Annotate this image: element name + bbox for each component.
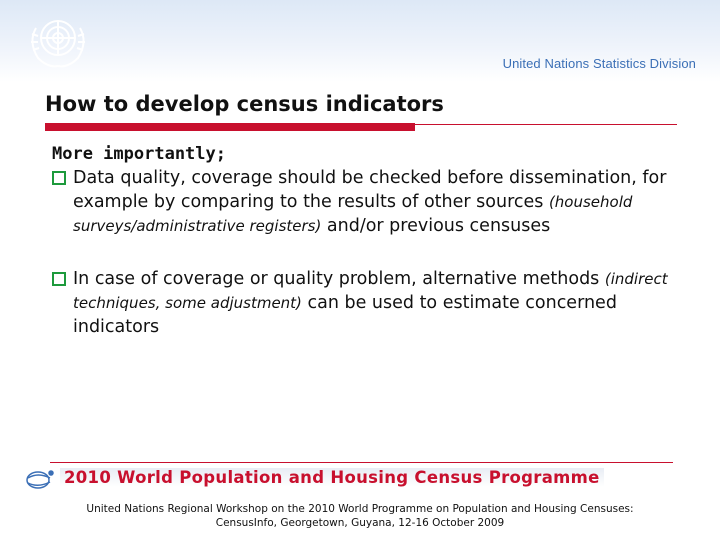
slide-header — [0, 0, 720, 82]
footer-text — [0, 502, 720, 530]
bullet-item — [52, 166, 677, 238]
bullet-text-end: can be used to estimate concerned indicators — [73, 293, 617, 337]
title-accent-bar — [45, 123, 415, 131]
bullet-note: (indirect techniques, some adjustment) — [73, 270, 668, 312]
bullet-text: Data quality, coverage should be checked before dissemination, for example by comparing to the results of other sources — [73, 168, 667, 212]
bullet-text-end: and/or previous censuses — [321, 216, 551, 236]
footer-line-1: United Nations Regional Workshop on the 2010 World Programme on Population and Housing Censuses: — [86, 503, 634, 515]
org-name: United Nations Statistics Division — [502, 56, 696, 71]
lead-text: More importantly; — [52, 144, 226, 164]
square-bullet-icon — [52, 272, 66, 286]
footer-line-2: CensusInfo, Georgetown, Guyana, 12-16 October 2009 — [215, 517, 505, 529]
square-bullet-icon — [52, 171, 66, 185]
slide-title: How to develop census indicators — [45, 92, 444, 116]
bullet-item — [52, 267, 677, 339]
un-emblem-icon — [22, 8, 94, 72]
footer-rule — [50, 462, 673, 463]
slide-content — [52, 142, 677, 339]
bullet-text: In case of coverage or quality problem, alternative methods — [73, 269, 605, 289]
programme-title: 2010 World Population and Housing Census Programme — [60, 468, 604, 487]
bullet-note: (household surveys/administrative registers) — [73, 193, 633, 235]
census-programme-logo-icon — [24, 468, 56, 490]
